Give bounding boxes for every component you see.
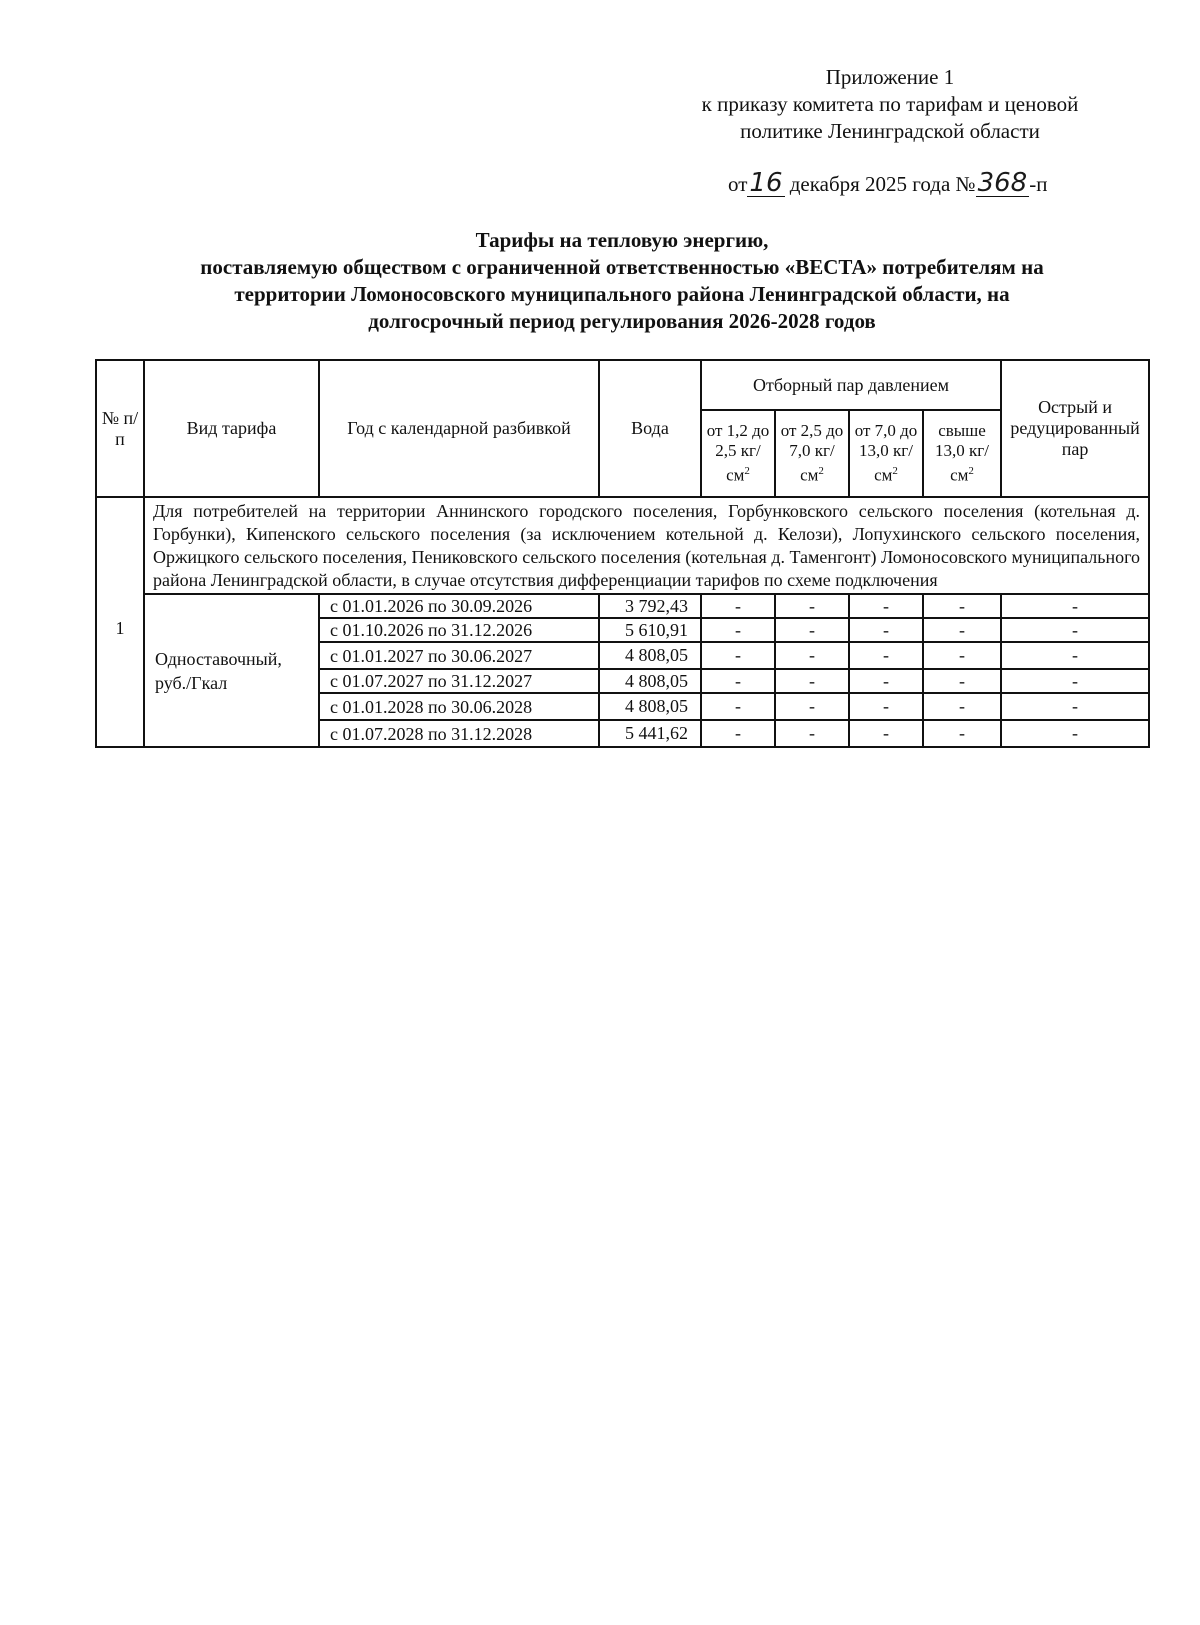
period-cell: с 01.01.2027 по 30.06.2027 — [319, 642, 599, 669]
dash-cell: - — [1001, 594, 1149, 618]
period-cell: с 01.01.2026 по 30.09.2026 — [319, 594, 599, 618]
water-value: 5 441,62 — [599, 720, 701, 747]
tariff-kind: Одноставочный, руб./Гкал — [144, 594, 319, 747]
dash-cell: - — [923, 642, 1001, 669]
dash-cell: - — [701, 642, 775, 669]
table-description-row — [96, 497, 1149, 594]
document-title — [92, 227, 1152, 335]
water-value: 4 808,05 — [599, 693, 701, 720]
header-steam-group: Отборный пар давлением — [701, 360, 1001, 410]
dash-cell: - — [849, 669, 923, 693]
dash-cell: - — [849, 618, 923, 642]
dash-cell: - — [1001, 693, 1149, 720]
dash-cell: - — [775, 720, 849, 747]
dash-cell: - — [849, 642, 923, 669]
dash-cell: - — [923, 618, 1001, 642]
appendix-header — [660, 64, 1120, 145]
appendix-line-1: Приложение 1 — [825, 65, 955, 89]
header-steam-3: от 7,0 до 13,0 $кг/см^2$ — [849, 410, 923, 497]
header-steam-1: от 1,2 до 2,5 $кг/см^2$ — [701, 410, 775, 497]
water-value: 5 610,91 — [599, 618, 701, 642]
dash-cell: - — [775, 618, 849, 642]
dash-cell: - — [923, 720, 1001, 747]
header-tariff-kind: Вид тарифа — [144, 360, 319, 497]
title-line-2: поставляемую обществом с ограниченной ответственностью «ВЕСТА» потребителям на — [200, 255, 1044, 279]
dash-cell: - — [775, 693, 849, 720]
dash-cell: - — [1001, 618, 1149, 642]
dash-cell: - — [775, 642, 849, 669]
title-line-3: территории Ломоносовского муниципального района Ленинградской области, на — [234, 282, 1010, 306]
order-reference — [728, 169, 1047, 199]
dash-cell: - — [701, 693, 775, 720]
tariff-table — [95, 359, 1150, 748]
table-row — [96, 594, 1149, 618]
dash-cell: - — [775, 669, 849, 693]
order-prefix: от — [728, 172, 748, 196]
dash-cell: - — [849, 693, 923, 720]
dash-cell: - — [849, 594, 923, 618]
header-steam-2: от 2,5 до 7,0 $кг/см^2$ — [775, 410, 849, 497]
appendix-line-3: политике Ленинградской области — [740, 119, 1040, 143]
dash-cell: - — [701, 669, 775, 693]
row-number: 1 — [96, 497, 144, 747]
title-line-1: Тарифы на тепловую энергию, — [475, 228, 769, 252]
dash-cell: - — [775, 594, 849, 618]
order-number-handwritten: 368 — [977, 168, 1028, 198]
consumer-description: Для потребителей на территории Аннинского городского поселения, Горбунковского сельского поселения (котельная д. Горбунки), Кипенского сельского поселения (за исключением котельной д. Келози), Лопухинского сельского поселения, Оржицкого сельского поселения, Пениковского сельского поселения (котельная д. Таменгонт) Ломоносовского муниципального района Ленинградской области, в случае отсутствия дифференциации тарифов по схеме подключения — [144, 497, 1149, 594]
water-value: 3 792,43 — [599, 594, 701, 618]
dash-cell: - — [701, 720, 775, 747]
header-steam-4: свыше 13,0 $кг/см^2$ — [923, 410, 1001, 497]
order-middle: декабря 2025 года № — [789, 172, 976, 196]
header-sharp-steam: Острый и редуцированный пар — [1001, 360, 1149, 497]
title-line-4: долгосрочный период регулирования 2026-2028 годов — [368, 309, 876, 333]
header-water: Вода — [599, 360, 701, 497]
appendix-line-2: к приказу комитета по тарифам и ценовой — [701, 92, 1079, 116]
dash-cell: - — [1001, 642, 1149, 669]
dash-cell: - — [849, 720, 923, 747]
dash-cell: - — [923, 594, 1001, 618]
order-suffix: -п — [1029, 172, 1048, 196]
period-cell: с 01.01.2028 по 30.06.2028 — [319, 693, 599, 720]
period-cell: с 01.07.2028 по 31.12.2028 — [319, 720, 599, 747]
dash-cell: - — [701, 594, 775, 618]
water-value: 4 808,05 — [599, 642, 701, 669]
dash-cell: - — [923, 669, 1001, 693]
table-header-row-1 — [96, 360, 1149, 410]
order-day-handwritten: 16 — [749, 168, 783, 198]
water-value: 4 808,05 — [599, 669, 701, 693]
header-period: Год с календарной разбивкой — [319, 360, 599, 497]
dash-cell: - — [701, 618, 775, 642]
period-cell: с 01.07.2027 по 31.12.2027 — [319, 669, 599, 693]
period-cell: с 01.10.2026 по 31.12.2026 — [319, 618, 599, 642]
dash-cell: - — [1001, 669, 1149, 693]
header-num: № п/п — [96, 360, 144, 497]
dash-cell: - — [923, 693, 1001, 720]
dash-cell: - — [1001, 720, 1149, 747]
